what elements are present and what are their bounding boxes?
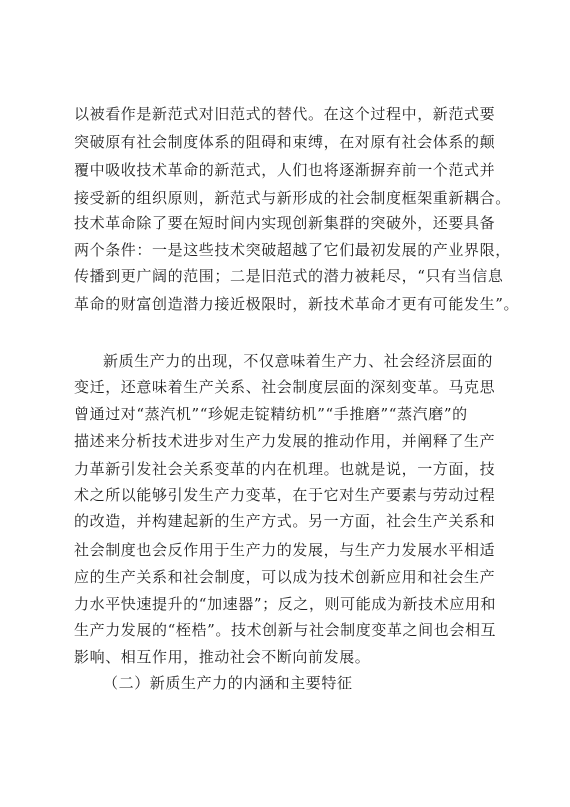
text-line: 突破原有社会制度体系的阻碍和束缚，在对原有社会体系的颠: [74, 133, 496, 151]
text-line: 曾通过对“蒸汽机”“珍妮走锭精纺机”“手推磨”“蒸汽磨”的: [74, 405, 468, 423]
text-line: 革命的财富创造潜力接近极限时，新技术革命才更有可能发生”。: [74, 295, 520, 313]
text-line: 生产力发展的“桎梏”。技术创新与社会制度变革之间也会相互: [74, 621, 497, 639]
text-line: 社会制度也会反作用于生产力的发展，与生产力发展水平相适: [74, 541, 496, 559]
text-line: 两个条件：一是这些技术突破超越了它们最初发展的产业界限，: [74, 241, 511, 259]
text-line: 新质生产力的出现，不仅意味着生产力、社会经济层面的: [103, 352, 494, 370]
text-line: 力水平快速提升的“加速器”；反之，则可能成为新技术应用和: [74, 595, 497, 613]
text-line: 描述来分析技术进步对生产力发展的推动作用，并阐释了生产: [74, 432, 496, 450]
text-line: 影响、相互作用，推动社会不断向前发展。: [74, 648, 371, 666]
text-line: 的改造，并构建起新的生产方式。另一方面，社会生产关系和: [74, 512, 496, 530]
text-line: 应的生产关系和社会制度，可以成为技术创新应用和社会生产: [74, 568, 496, 586]
text-line: 术之所以能够引发生产力变革，在于它对生产要素与劳动过程: [74, 486, 496, 504]
text-line: 覆中吸收技术革命的新范式，人们也将逐渐摒弃前一个范式并: [74, 161, 496, 179]
text-line: 传播到更广阔的范围；二是旧范式的潜力被耗尽，“只有当信息: [74, 267, 504, 285]
text-line: 技术革命除了要在短时间内实现创新集群的突破外，还要具备: [74, 214, 496, 232]
text-line: 力革新引发社会关系变革的内在机理。也就是说，一方面，技: [74, 460, 496, 478]
section-heading: （二）新质生产力的内涵和主要特征: [103, 674, 353, 692]
text-line: 以被看作是新范式对旧范式的替代。在这个过程中，新范式要: [74, 105, 496, 123]
text-line: 接受新的组织原则，新范式与新形成的社会制度框架重新耦合。: [74, 189, 511, 207]
text-line: 变迁，还意味着生产关系、社会制度层面的深刻变革。马克思: [74, 378, 496, 396]
